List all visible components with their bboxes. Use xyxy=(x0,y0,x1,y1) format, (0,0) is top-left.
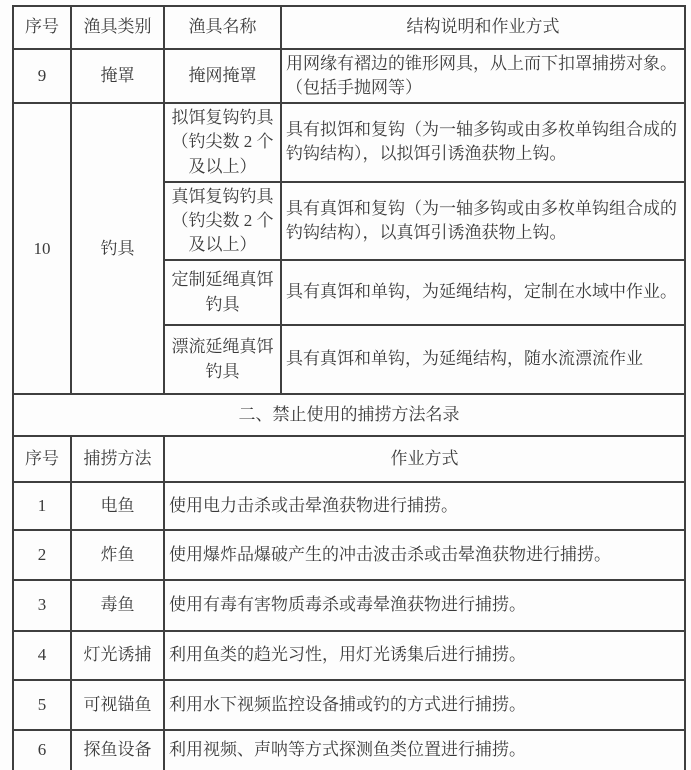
table-row xyxy=(13,103,685,181)
table-row xyxy=(13,580,685,631)
method5-desc: 利用水下视频监控设备捕或钓的方式进行捕捞。 xyxy=(164,680,685,730)
method6-no: 6 xyxy=(13,730,71,770)
row10-sub3-name: 漂流延绳真饵钓具 xyxy=(164,325,281,394)
table1-header-category: 渔具类别 xyxy=(71,6,164,49)
table-row xyxy=(13,730,685,770)
section2-header-no: 序号 xyxy=(13,436,71,482)
method1-desc: 使用电力击杀或击晕渔获物进行捕捞。 xyxy=(164,482,685,530)
section2-title-row xyxy=(13,394,685,436)
table-row xyxy=(13,530,685,580)
method6-name: 探鱼设备 xyxy=(71,730,164,770)
method5-no: 5 xyxy=(13,680,71,730)
method1-name: 电鱼 xyxy=(71,482,164,530)
row10-sub3-desc: 具有真饵和单钩，为延绳结构，随水流漂流作业 xyxy=(281,325,685,394)
section2-header-desc: 作业方式 xyxy=(164,436,685,482)
table1-header-no: 序号 xyxy=(13,6,71,49)
method2-no: 2 xyxy=(13,530,71,580)
section2-header-row xyxy=(13,436,685,482)
row10-sub2-name: 定制延绳真饵钓具 xyxy=(164,260,281,325)
row10-sub2-desc: 具有真饵和单钩，为延绳结构，定制在水域中作业。 xyxy=(281,260,685,325)
method4-no: 4 xyxy=(13,631,71,680)
row9-name: 掩网掩罩 xyxy=(164,49,281,103)
method4-desc: 利用鱼类的趋光习性，用灯光诱集后进行捕捞。 xyxy=(164,631,685,680)
row9-category: 掩罩 xyxy=(71,49,164,103)
row9-desc: 用网缘有褶边的锥形网具，从上而下扣罩捕捞对象。（包括手抛网等） xyxy=(281,49,685,103)
table-row xyxy=(13,631,685,680)
table1-header-row xyxy=(13,6,685,49)
section2-header-method: 捕捞方法 xyxy=(71,436,164,482)
table1-header-name: 渔具名称 xyxy=(164,6,281,49)
row10-category: 钓具 xyxy=(71,103,164,394)
row10-no: 10 xyxy=(13,103,71,394)
method3-no: 3 xyxy=(13,580,71,631)
method2-desc: 使用爆炸品爆破产生的冲击波击杀或击晕渔获物进行捕捞。 xyxy=(164,530,685,580)
method1-no: 1 xyxy=(13,482,71,530)
row9-no: 9 xyxy=(13,49,71,103)
table-row xyxy=(13,680,685,730)
row10-sub1-desc: 具有真饵和复钩（为一轴多钩或由多枚单钩组合成的钓钩结构），以真饵引诱渔获物上钩。 xyxy=(281,182,685,260)
section2-title: 二、禁止使用的捕捞方法名录 xyxy=(13,394,685,436)
method3-desc: 使用有毒有害物质毒杀或毒晕渔获物进行捕捞。 xyxy=(164,580,685,631)
table1-header-desc: 结构说明和作业方式 xyxy=(281,6,685,49)
method3-name: 毒鱼 xyxy=(71,580,164,631)
row10-sub1-name: 真饵复钩钓具（钓尖数 2 个及以上） xyxy=(164,182,281,260)
fishing-gear-regulation-table xyxy=(12,5,686,770)
table-row xyxy=(13,482,685,530)
method5-name: 可视锚鱼 xyxy=(71,680,164,730)
row10-sub0-name: 拟饵复钩钓具（钓尖数 2 个及以上） xyxy=(164,103,281,181)
method4-name: 灯光诱捕 xyxy=(71,631,164,680)
table-row xyxy=(13,49,685,103)
row10-sub0-desc: 具有拟饵和复钩（为一轴多钩或由多枚单钩组合成的钓钩结构），以拟饵引诱渔获物上钩。 xyxy=(281,103,685,181)
method2-name: 炸鱼 xyxy=(71,530,164,580)
method6-desc: 利用视频、声呐等方式探测鱼类位置进行捕捞。 xyxy=(164,730,685,770)
